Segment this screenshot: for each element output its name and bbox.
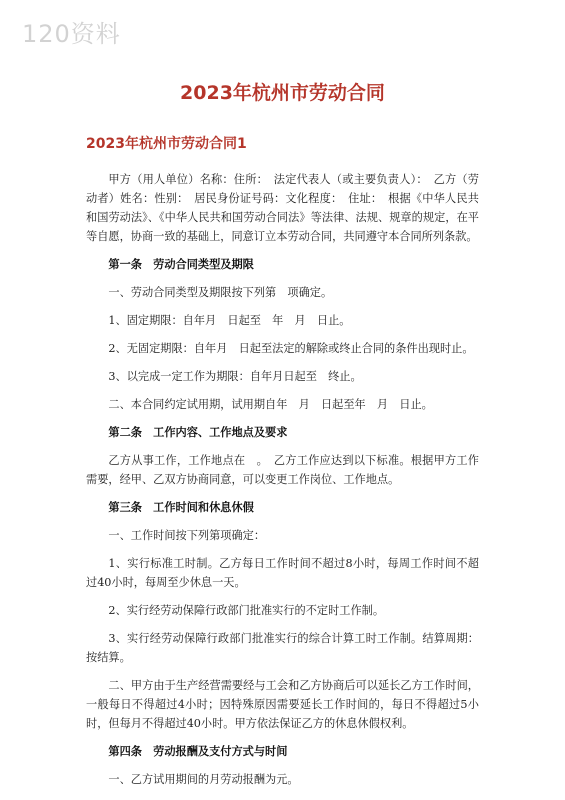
paragraph: 甲方（用人单位）名称：住所： 法定代表人（或主要负责人）： 乙方（劳动者）姓名：性别： 居民身份证号码：文化程度： 住址： 根据《中华人民共和国劳动法》、《中华人民共和国劳动合同法》等法律、法规、规章的规定，在平等自愿，协商一致的基础上，同意订立本劳动合同，共同遵守本合同所列条款。 (86, 173, 479, 243)
paragraph: 二、本合同约定试用期，试用期自年 月 日起至年 月 日止。 (108, 398, 433, 411)
paragraph: 二、甲方由于生产经营需要经与工会和乙方协商后可以延长乙方工作时间，一般每日不得超过4小时；因特殊原因需要延长工作时间的，每日不得超过5小时，但每月不得超过40小时。甲方依法保证乙方的休息休假权利。 (86, 679, 479, 730)
paragraph: 乙方从事工作，工作地点在 。 乙方工作应达到以下标准。根据甲方工作需要，经甲、乙双方协商同意，可以变更工作岗位、工作地点。 (86, 454, 479, 486)
article-heading: 第一条 劳动合同类型及期限 (108, 258, 254, 271)
paragraph: 3、实行经劳动保障行政部门批准实行的综合计算工时工作制。结算周期：按结算。 (86, 632, 479, 664)
document-body (86, 170, 479, 798)
page-title: 2023年杭州市劳动合同 (180, 82, 385, 104)
paragraph: 1、固定期限：自年月 日起至 年 月 日止。 (108, 314, 351, 327)
paragraph: 2、实行经劳动保障行政部门批准实行的不定时工作制。 (108, 604, 385, 617)
paragraph: 3、以完成一定工作为期限：自年月日起至 终止。 (108, 370, 362, 383)
paragraph: 2、无固定期限：自年月 日起至法定的解除或终止合同的条件出现时止。 (108, 342, 474, 355)
watermark-text: 120资料 (22, 20, 121, 48)
paragraph: 一、劳动合同类型及期限按下列第 项确定。 (108, 286, 333, 299)
article-heading: 第四条 劳动报酬及支付方式与时间 (108, 745, 288, 758)
section-title: 2023年杭州市劳动合同1 (86, 136, 247, 152)
paragraph: 1、实行标准工时制。乙方每日工作时间不超过8小时，每周工作时间不超过40小时，每周至少休息一天。 (86, 557, 479, 589)
paragraph: 一、乙方试用期间的月劳动报酬为元。 (108, 773, 299, 786)
article-heading: 第二条 工作内容、工作地点及要求 (108, 426, 288, 439)
article-heading: 第三条 工作时间和休息休假 (108, 501, 254, 514)
paragraph: 一、工作时间按下列第项确定： (108, 529, 266, 542)
